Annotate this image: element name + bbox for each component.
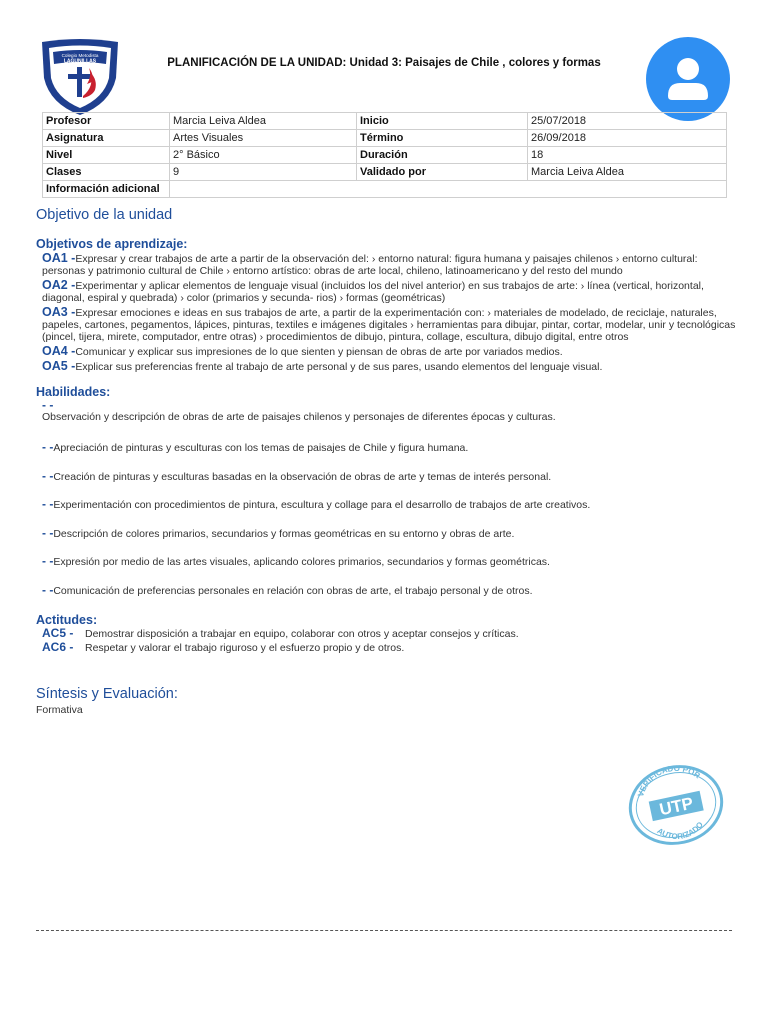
stamp-center-text: UTP <box>657 793 695 820</box>
table-row <box>43 147 727 164</box>
oa-text: Comunicar y explicar sus impresiones de lo que sienten y piensan de obras de arte por variados medios. <box>75 346 563 358</box>
label-info-adicional: Información adicional <box>43 181 170 198</box>
ac-text: Respetar y valorar el trabajo riguroso y el esfuerzo propio y de otros. <box>85 641 405 654</box>
stamp-top-text: VERIFICADO POR <box>636 763 702 798</box>
value-inicio: 25/07/2018 <box>528 113 727 130</box>
label-duracion: Duración <box>357 147 528 164</box>
skill-dash: - - <box>42 582 54 597</box>
learning-objectives-heading: Objetivos de aprendizaje: <box>36 237 188 251</box>
skill-text: Comunicación de preferencias personales en relación con obras de arte, el trabajo personal y de otros. <box>53 584 533 597</box>
school-crest-logo <box>40 38 120 116</box>
label-nivel: Nivel <box>43 147 170 164</box>
oa-text: Expresar y crear trabajos de arte a partir de la observación del: › entorno natural: figura humana y paisajes chilenos › entorno cultural: personas y patrimonio cultural de Chile › entorno artístico: obras de arte local, chileno, latinoamericano y del resto del mundo <box>42 253 698 277</box>
skill-text: Apreciación de pinturas y esculturas con los temas de paisajes de Chile y figura humana. <box>53 442 469 454</box>
skill-text: Expresión por medio de las artes visuales, aplicando colores primarios, secundarios y formas geométricas. <box>53 556 550 568</box>
oa-code: OA2 - <box>42 278 76 292</box>
list-item <box>42 641 736 655</box>
skill-dash: - - <box>42 398 54 412</box>
skill-text: Creación de pinturas y esculturas basadas en la observación de obras de arte y temas de interés personal. <box>53 470 552 483</box>
skill-text: Experimentación con procedimientos de pintura, escultura y collage para el desarrollo de trabajos de arte creativos. <box>53 499 591 511</box>
list-item <box>42 279 736 304</box>
label-inicio: Inicio <box>357 113 528 130</box>
unit-info-table <box>42 112 727 198</box>
skill-text: Observación y descripción de obras de arte de paisajes chilenos y personajes de diferentes épocas y culturas. <box>42 411 556 423</box>
table-row <box>43 113 727 130</box>
value-duracion: 18 <box>528 147 727 164</box>
label-validado: Validado por <box>357 164 528 181</box>
oa-code: OA4 - <box>42 344 76 358</box>
attitudes-list <box>36 627 736 654</box>
synthesis-heading: Síntesis y Evaluación: <box>36 686 178 702</box>
list-item <box>42 526 736 555</box>
list-item <box>42 306 736 343</box>
value-validado: Marcia Leiva Aldea <box>528 164 727 181</box>
label-termino: Término <box>357 130 528 147</box>
ac-code: AC5 - <box>42 626 74 640</box>
objective-heading: Objetivo de la unidad <box>36 207 173 223</box>
value-nivel: 2° Básico <box>170 147 357 164</box>
skill-dash: - - <box>42 525 54 540</box>
oa-code: OA1 - <box>42 251 76 265</box>
page-divider <box>36 930 732 931</box>
oa-text: Expresar emociones e ideas en sus trabajos de arte, a partir de la experimentación con: › materiales de modelado, de reciclaje, naturales, papeles, cartones, pegamentos, lápices, pinturas, textiles e imágenes digitales › herramientas para dibujar, pintar, cortar, modelar, unir y tecnológicas (pincel, tijera, mirete, computador, entre otras) › procedimientos de dibujo, pintura, collage, escultura, dibujo digital, entre otros <box>42 307 736 343</box>
table-row <box>43 130 727 147</box>
svg-text:Colegio Metodista: Colegio Metodista <box>61 53 99 58</box>
skill-dash: - - <box>42 554 54 568</box>
skills-heading: Habilidades: <box>36 385 111 399</box>
stamp-bottom-text: AUTORIZADO <box>655 820 705 842</box>
skill-dash: - - <box>42 468 54 483</box>
skill-dash: - - <box>42 497 54 511</box>
utp-stamp <box>624 763 728 847</box>
skills-list <box>36 399 736 611</box>
unit-content <box>36 207 736 716</box>
table-row <box>43 181 727 198</box>
oa-text: Explicar sus preferencias frente al trabajo de arte personal y de sus pares, usando elementos del lenguaje visual. <box>75 361 603 373</box>
list-item <box>42 399 736 423</box>
table-row <box>43 164 727 181</box>
ac-text: Demostrar disposición a trabajar en equipo, colaborar con otros y aceptar consejos y críticas. <box>85 628 519 640</box>
list-item <box>42 469 736 498</box>
synthesis-value: Formativa <box>36 704 83 716</box>
label-clases: Clases <box>43 164 170 181</box>
oa-text: Experimentar y aplicar elementos de lenguaje visual (incluidos los del nivel anterior) en sus trabajos de arte: › línea (vertical, horizontal, diagonal, espiral y quebrada) › color (primarios y secunda- rios) › formas (geométricas) <box>42 280 704 304</box>
skill-dash: - - <box>42 440 54 454</box>
label-profesor: Profesor <box>43 113 170 130</box>
value-profesor: Marcia Leiva Aldea <box>170 113 357 130</box>
value-termino: 26/09/2018 <box>528 130 727 147</box>
list-item <box>42 583 736 612</box>
skill-text: Descripción de colores primarios, secundarios y formas geométricas en su entorno y obras de arte. <box>53 527 515 540</box>
list-item <box>42 627 736 641</box>
list-item <box>42 554 736 583</box>
oa-code: OA3 - <box>42 305 76 319</box>
svg-text:LAGUNILLAS: LAGUNILLAS <box>63 58 97 65</box>
learning-objectives-list <box>36 252 736 373</box>
list-item <box>42 252 736 277</box>
list-item <box>42 360 736 373</box>
list-item <box>42 497 736 526</box>
attitudes-heading: Actitudes: <box>36 613 98 627</box>
user-icon <box>646 37 730 121</box>
oa-code: OA5 - <box>42 359 76 373</box>
ac-code: AC6 - <box>42 639 74 654</box>
list-item <box>42 440 736 469</box>
value-clases: 9 <box>170 164 357 181</box>
value-asignatura: Artes Visuales <box>170 130 357 147</box>
value-info-adicional <box>170 181 727 198</box>
page-title: PLANIFICACIÓN DE LA UNIDAD: Unidad 3: Paisajes de Chile , colores y formas <box>167 57 601 69</box>
user-avatar[interactable] <box>646 37 730 121</box>
label-asignatura: Asignatura <box>43 130 170 147</box>
list-item <box>42 345 736 358</box>
